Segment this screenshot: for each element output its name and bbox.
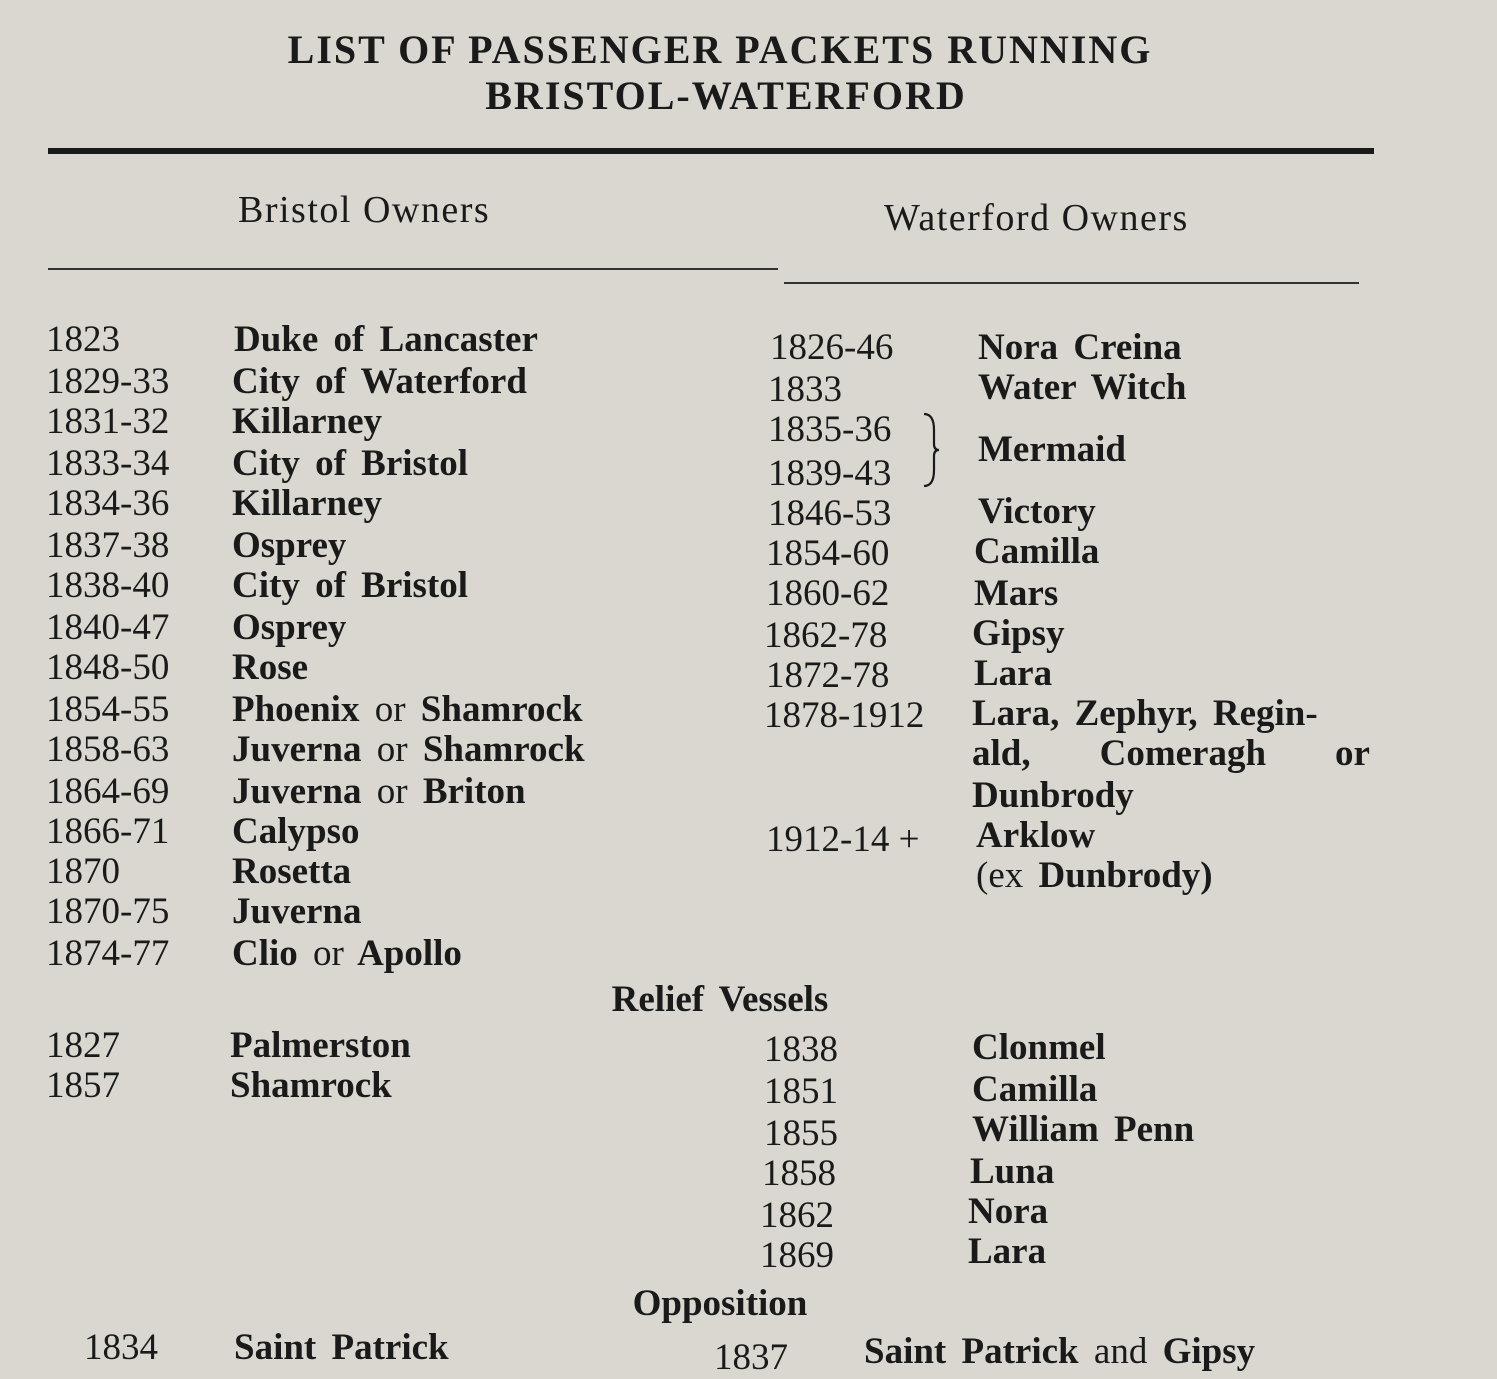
vessel-name: Shamrock [420,689,583,730]
relief-vessel: Nora [968,1191,1049,1232]
relief-year: 1862 [760,1195,834,1236]
waterford-year: 1839-43 [768,453,892,494]
bristol-vessel: Killarney [232,401,383,442]
relief-year: 1869 [760,1235,834,1276]
bristol-year: 1866-71 [46,811,170,852]
relief-year: 1851 [764,1071,838,1112]
vessel-name: Juverna [232,771,362,812]
or-word: or [374,689,406,730]
bristol-vessel: Calypso [232,811,360,852]
brace-icon [920,410,940,490]
waterford-vessel: Water Witch [978,367,1187,408]
bristol-year: 1840-47 [46,607,170,648]
bristol-year: 1870-75 [46,891,170,932]
relief-year: 1838 [764,1029,838,1070]
bristol-vessel [232,932,462,975]
waterford-year: 1872-78 [766,655,890,696]
relief-vessel: Palmerston [230,1025,411,1066]
relief-year: 1855 [764,1113,838,1154]
waterford-year: 1835-36 [768,409,892,450]
waterford-vessel: Camilla [974,531,1100,572]
waterford-vessel: Lara [974,653,1053,694]
bristol-year: 1823 [46,319,120,360]
waterford-year: 1846-53 [768,493,892,534]
or-word: or [313,933,344,974]
title-line-1: LIST OF PASSENGER PACKETS RUNNING [287,27,1153,72]
and-word: and [1093,1331,1148,1372]
bristol-year: 1864-69 [46,771,170,812]
waterford-vessel: Mars [974,573,1059,614]
waterford-year: 1833 [768,369,842,410]
opposition-vessel: Saint Patrick [234,1327,449,1368]
waterford-year: 1854-60 [766,533,890,574]
relief-vessel: Camilla [972,1069,1098,1110]
waterford-vessel-cont [972,732,1370,775]
waterford-year: 1826-46 [770,327,894,368]
title-line-2: BRISTOL-WATERFORD [485,73,967,118]
bristol-year: 1854-55 [46,689,170,730]
vessel-name: Dunbrody) [1038,855,1213,896]
bristol-year: 1870 [46,851,120,892]
vessel-name: Shamrock [422,729,585,770]
bristol-vessel: City of Bristol [232,565,469,606]
title-rule [48,148,1374,154]
opposition-heading: Opposition [632,1283,808,1324]
bristol-vessel [232,728,585,771]
waterford-vessel: Nora Creina [978,327,1182,368]
bristol-vessel: Juverna [232,891,362,932]
header-rule-right [784,282,1359,284]
or-word: or [376,729,408,770]
bristol-year: 1834-36 [46,483,170,524]
bristol-year: 1831-32 [46,401,170,442]
vessel-name: or [1335,733,1370,774]
waterford-vessel: Arklow [976,815,1096,856]
waterford-year: 1862-78 [764,615,888,656]
relief-vessel: Shamrock [230,1065,392,1106]
bristol-vessel [232,688,583,731]
bristol-year: 1858-63 [46,729,170,770]
relief-vessels-heading: Relief Vessels [611,979,829,1020]
vessel-name: Phoenix [232,689,360,730]
vessel-name: Comeragh [1099,733,1267,774]
bristol-owners-header: Bristol Owners [238,189,491,231]
waterford-vessel: Gipsy [972,613,1065,654]
bristol-year: 1829-33 [46,361,170,402]
opposition-year: 1834 [84,1327,158,1368]
bristol-vessel: City of Bristol [232,443,469,484]
waterford-year: 1860-62 [766,573,890,614]
relief-vessel: Luna [970,1151,1055,1192]
bristol-vessel: Duke of Lancaster [234,319,538,360]
bristol-vessel: Osprey [232,607,347,648]
bristol-year: 1874-77 [46,933,170,974]
waterford-vessel-cont: Dunbrody [972,775,1134,816]
relief-year: 1858 [762,1153,836,1194]
waterford-vessel: Victory [978,491,1096,532]
vessel-name: ald, [972,733,1031,774]
bristol-year: 1848-50 [46,647,170,688]
bristol-vessel: Killarney [232,483,383,524]
bristol-vessel [232,770,526,813]
header-rule-left [48,268,778,270]
waterford-owners-header: Waterford Owners [884,197,1189,239]
relief-year: 1857 [46,1065,120,1106]
vessel-name: Gipsy [1162,1331,1256,1372]
relief-vessel: Lara [968,1231,1047,1272]
bristol-year: 1833-34 [46,443,170,484]
bristol-vessel: Rosetta [232,851,352,892]
vessel-name: Juverna [232,729,362,770]
bristol-year: 1838-40 [46,565,170,606]
bristol-year: 1837-38 [46,525,170,566]
opposition-vessel [864,1330,1255,1373]
waterford-vessel-note: (ex Dunbrody) [976,855,1213,896]
waterford-year: 1878-1912 [764,695,925,736]
vessel-name: Clio [232,933,298,974]
waterford-vessel: Mermaid [978,429,1126,470]
relief-year: 1827 [46,1025,120,1066]
opposition-year: 1837 [714,1337,788,1378]
bristol-vessel: Rose [232,647,309,688]
relief-vessel: William Penn [972,1109,1195,1150]
or-word: or [376,771,408,812]
vessel-name: Briton [422,771,526,812]
relief-vessel: Clonmel [972,1027,1106,1068]
waterford-year: 1912-14 + [766,819,920,860]
waterford-vessel: Lara, Zephyr, Regin- [972,693,1318,734]
bristol-vessel: City of Waterford [232,361,527,402]
vessel-name: Apollo [357,933,462,974]
bristol-vessel: Osprey [232,525,347,566]
vessel-name: Saint Patrick [864,1331,1079,1372]
